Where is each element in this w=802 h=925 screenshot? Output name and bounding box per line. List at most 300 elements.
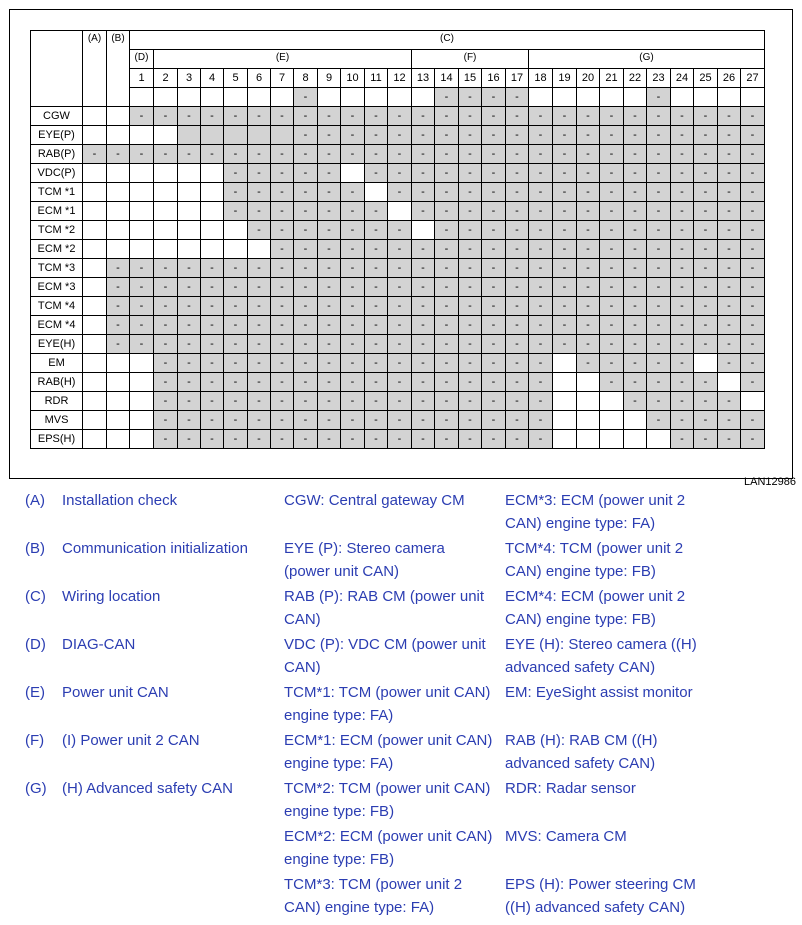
check-cell: - [529,126,553,145]
check-cell [83,126,107,145]
column-number: 24 [671,69,694,88]
check-cell: - [271,145,294,164]
check-cell: - [318,335,341,354]
check-cell: - [459,240,482,259]
check-cell: - [671,354,694,373]
check-cell: - [341,392,365,411]
check-cell: - [412,297,435,316]
check-cell: - [506,183,529,202]
legend-text: ECM*4: ECM (power unit 2 [505,588,686,605]
check-cell: - [365,221,388,240]
legend-text: (I) Power unit 2 CAN [62,732,200,749]
check-cell [248,240,271,259]
check-cell: - [529,278,553,297]
column-marker-cell [624,88,647,107]
column-number: 21 [600,69,624,88]
check-cell: - [506,297,529,316]
check-cell: - [435,373,459,392]
check-cell: - [388,335,412,354]
check-cell [130,164,154,183]
check-cell: - [553,107,577,126]
check-cell: - [412,164,435,183]
check-cell: - [341,240,365,259]
check-cell: - [435,354,459,373]
legend-text: ((H) advanced safety CAN) [505,899,686,916]
check-cell: - [130,278,154,297]
check-cell [201,164,224,183]
legend-item [25,489,283,537]
check-cell: - [482,183,506,202]
check-cell: - [459,164,482,183]
legend-text: CAN) engine type: FB) [505,611,656,628]
check-cell: - [201,316,224,335]
check-cell [83,183,107,202]
check-cell: - [459,126,482,145]
check-cell: - [741,145,765,164]
check-cell: - [318,202,341,221]
check-cell: - [600,183,624,202]
check-cell: - [341,202,365,221]
check-cell [201,221,224,240]
check-cell: - [741,278,765,297]
check-cell: - [529,221,553,240]
check-cell: - [741,430,765,449]
column-marker-cell [248,88,271,107]
check-cell: - [741,259,765,278]
check-cell [83,411,107,430]
check-cell: - [482,107,506,126]
check-cell: - [718,430,741,449]
column-marker-cell [741,88,765,107]
check-cell [130,430,154,449]
check-cell: - [341,221,365,240]
check-cell: - [624,335,647,354]
legend-item [505,729,795,777]
legend-item [284,825,502,873]
check-cell: - [694,164,718,183]
table-row [31,240,765,259]
check-cell: - [741,126,765,145]
legend-item [25,585,283,633]
row-label: CGW [31,107,83,126]
check-cell: - [435,259,459,278]
check-cell: - [577,164,600,183]
table-row [31,183,765,202]
communication-check-grid [30,30,765,449]
check-cell [577,411,600,430]
check-cell: - [741,183,765,202]
check-cell: - [130,297,154,316]
check-cell: - [248,259,271,278]
check-cell: - [388,107,412,126]
legend-text: engine type: FB) [284,803,395,820]
column-number: 25 [694,69,718,88]
check-cell: - [718,259,741,278]
check-cell: - [107,278,130,297]
legend-text: RDR: Radar sensor [505,780,636,797]
check-cell [600,411,624,430]
check-cell: - [271,373,294,392]
check-cell [178,183,201,202]
check-cell [600,392,624,411]
check-cell [107,202,130,221]
check-cell: - [482,354,506,373]
check-cell: - [671,240,694,259]
check-cell: - [482,373,506,392]
check-cell: - [459,373,482,392]
check-cell: - [718,145,741,164]
check-cell [154,202,178,221]
check-cell: - [388,411,412,430]
check-cell: - [130,335,154,354]
corner-cell [31,31,83,107]
column-number: 22 [624,69,647,88]
check-cell: - [577,354,600,373]
column-marker-cell: - [506,88,529,107]
legend-text: engine type: FA) [284,755,394,772]
check-cell: - [248,202,271,221]
column-marker-cell [271,88,294,107]
column-number: 26 [718,69,741,88]
legend-text: CAN) engine type: FA) [505,515,656,532]
check-cell: - [600,202,624,221]
check-cell: - [694,202,718,221]
check-cell: - [577,202,600,221]
table-row [31,278,765,297]
column-marker-cell [718,88,741,107]
check-cell: - [154,392,178,411]
check-cell: - [271,297,294,316]
check-cell: - [694,297,718,316]
check-cell: - [294,240,318,259]
legend-item [284,873,502,921]
column-number: 5 [224,69,248,88]
check-cell: - [647,221,671,240]
check-cell: - [624,278,647,297]
check-cell: - [341,430,365,449]
legend-item [505,777,795,825]
check-cell: - [647,297,671,316]
check-cell [130,221,154,240]
column-marker-cell [600,88,624,107]
check-cell: - [318,126,341,145]
check-cell: - [201,373,224,392]
check-cell: - [201,278,224,297]
check-cell: - [482,411,506,430]
legend-item [505,825,795,873]
table-row [31,145,765,164]
check-cell: - [529,145,553,164]
check-cell [201,126,224,145]
check-cell [694,354,718,373]
check-cell: - [412,240,435,259]
check-cell: - [529,240,553,259]
check-cell: - [600,354,624,373]
check-cell: - [201,259,224,278]
legend-letter: (G) [25,780,47,797]
legend-item [25,633,283,681]
legend-text: advanced safety CAN) [505,755,656,772]
legend-letter: (B) [25,540,45,557]
check-cell: - [294,164,318,183]
check-cell: - [412,354,435,373]
check-cell: - [107,335,130,354]
check-cell: - [248,164,271,183]
check-cell: - [435,164,459,183]
check-cell: - [553,335,577,354]
check-cell: - [154,278,178,297]
check-cell: - [412,145,435,164]
legend-item [505,873,795,921]
column-marker-cell [671,88,694,107]
check-cell: - [459,316,482,335]
check-cell: - [365,164,388,183]
check-cell: - [388,316,412,335]
check-cell: - [482,221,506,240]
check-cell: - [365,259,388,278]
row-label: EM [31,354,83,373]
check-cell: - [482,202,506,221]
column-number: 16 [482,69,506,88]
check-cell: - [529,164,553,183]
check-cell [107,430,130,449]
check-cell: - [506,259,529,278]
check-cell: - [647,202,671,221]
check-cell: - [294,430,318,449]
check-cell: - [694,392,718,411]
check-cell: - [130,107,154,126]
legend-letter: (E) [25,684,45,701]
column-marker-cell [130,88,154,107]
check-cell: - [624,392,647,411]
check-cell: - [365,335,388,354]
header-b: (B) [107,31,130,107]
check-cell: - [671,278,694,297]
header-c: (C) [130,31,765,50]
check-cell: - [224,259,248,278]
check-cell: - [624,259,647,278]
table-row [31,164,765,183]
check-cell: - [365,145,388,164]
table-row [31,335,765,354]
check-cell: - [435,430,459,449]
row-label: RAB(H) [31,373,83,392]
check-cell: - [388,183,412,202]
check-cell: - [271,240,294,259]
check-cell: - [435,316,459,335]
check-cell: - [600,316,624,335]
check-cell [83,392,107,411]
legend-text: Wiring location [62,588,161,605]
check-cell: - [718,221,741,240]
check-cell: - [130,259,154,278]
check-cell: - [178,297,201,316]
check-cell [553,392,577,411]
check-cell: - [741,297,765,316]
check-cell: - [694,126,718,145]
check-cell [130,202,154,221]
check-cell: - [178,259,201,278]
check-cell [388,202,412,221]
check-cell [647,430,671,449]
check-cell [224,126,248,145]
check-cell: - [647,183,671,202]
table-row [31,430,765,449]
check-cell: - [341,107,365,126]
check-cell: - [459,183,482,202]
check-cell: - [318,411,341,430]
check-cell: - [577,126,600,145]
check-cell: - [271,430,294,449]
check-cell [248,126,271,145]
check-cell: - [506,354,529,373]
check-cell: - [201,297,224,316]
check-cell: - [718,126,741,145]
check-cell: - [341,145,365,164]
check-cell: - [178,107,201,126]
check-cell: - [365,392,388,411]
check-cell: - [435,107,459,126]
check-cell: - [224,411,248,430]
check-cell: - [107,297,130,316]
check-cell: - [741,354,765,373]
check-cell: - [671,221,694,240]
check-cell: - [459,202,482,221]
check-cell: - [154,373,178,392]
check-cell: - [388,126,412,145]
legend-item [25,537,283,585]
column-marker-cell [577,88,600,107]
check-cell: - [553,259,577,278]
row-label: ECM *3 [31,278,83,297]
check-cell [83,297,107,316]
check-cell: - [435,240,459,259]
legend-text: engine type: FA) [284,707,394,724]
legend-column-3 [505,489,795,921]
check-cell: - [671,392,694,411]
legend-letter: (A) [25,492,45,509]
check-cell: - [529,183,553,202]
check-cell: - [624,240,647,259]
legend-item [505,489,795,537]
check-cell: - [341,373,365,392]
check-cell: - [318,107,341,126]
check-cell: - [412,411,435,430]
check-cell: - [624,126,647,145]
check-cell: - [671,126,694,145]
check-cell: - [553,126,577,145]
check-cell: - [506,240,529,259]
check-cell: - [201,430,224,449]
check-cell: - [600,126,624,145]
column-marker-cell [412,88,435,107]
check-cell: - [624,354,647,373]
check-cell: - [624,145,647,164]
legend-item [25,777,283,825]
check-cell: - [741,221,765,240]
check-cell: - [600,107,624,126]
check-cell: - [718,107,741,126]
check-cell: - [694,316,718,335]
legend-text: CAN) engine type: FA) [284,899,435,916]
check-cell: - [482,430,506,449]
check-cell: - [647,335,671,354]
check-cell: - [600,259,624,278]
check-cell: - [201,107,224,126]
check-cell: - [624,202,647,221]
check-cell: - [341,316,365,335]
table-row [31,126,765,145]
column-number: 9 [318,69,341,88]
check-cell: - [178,316,201,335]
column-number: 11 [365,69,388,88]
check-cell: - [201,335,224,354]
check-cell: - [365,107,388,126]
check-cell: - [506,202,529,221]
check-cell: - [107,316,130,335]
check-cell: - [718,354,741,373]
check-cell [577,430,600,449]
row-label: ECM *4 [31,316,83,335]
check-cell: - [741,107,765,126]
column-marker-cell [388,88,412,107]
check-cell [107,373,130,392]
column-number: 13 [412,69,435,88]
check-cell: - [294,316,318,335]
check-cell: - [412,259,435,278]
check-cell: - [694,278,718,297]
check-cell: - [224,164,248,183]
column-number: 23 [647,69,671,88]
check-cell: - [154,354,178,373]
check-cell [224,240,248,259]
check-cell: - [154,430,178,449]
check-cell: - [271,354,294,373]
check-cell: - [388,373,412,392]
header-f: (F) [412,50,529,69]
table-row [31,373,765,392]
check-cell: - [529,411,553,430]
check-cell: - [271,202,294,221]
legend-item [25,681,283,729]
legend-text: CAN) [284,659,321,676]
check-cell [741,392,765,411]
check-cell [577,392,600,411]
check-cell: - [459,145,482,164]
legend-text: Communication initialization [62,540,248,557]
check-cell [201,202,224,221]
legend-text: ECM*3: ECM (power unit 2 [505,492,686,509]
legend-letter: (D) [25,636,46,653]
legend-text: EYE (H): Stereo camera ((H) [505,636,697,653]
check-cell [201,183,224,202]
check-cell: - [178,278,201,297]
check-cell: - [365,411,388,430]
table-row [31,221,765,240]
check-cell: - [671,335,694,354]
check-cell: - [435,145,459,164]
check-cell: - [459,259,482,278]
check-cell: - [671,164,694,183]
table-row [31,392,765,411]
check-cell: - [506,316,529,335]
legend-text: engine type: FB) [284,851,395,868]
check-cell: - [224,278,248,297]
check-cell: - [294,392,318,411]
legend-item [505,585,795,633]
header-e: (E) [154,50,412,69]
check-cell: - [294,335,318,354]
